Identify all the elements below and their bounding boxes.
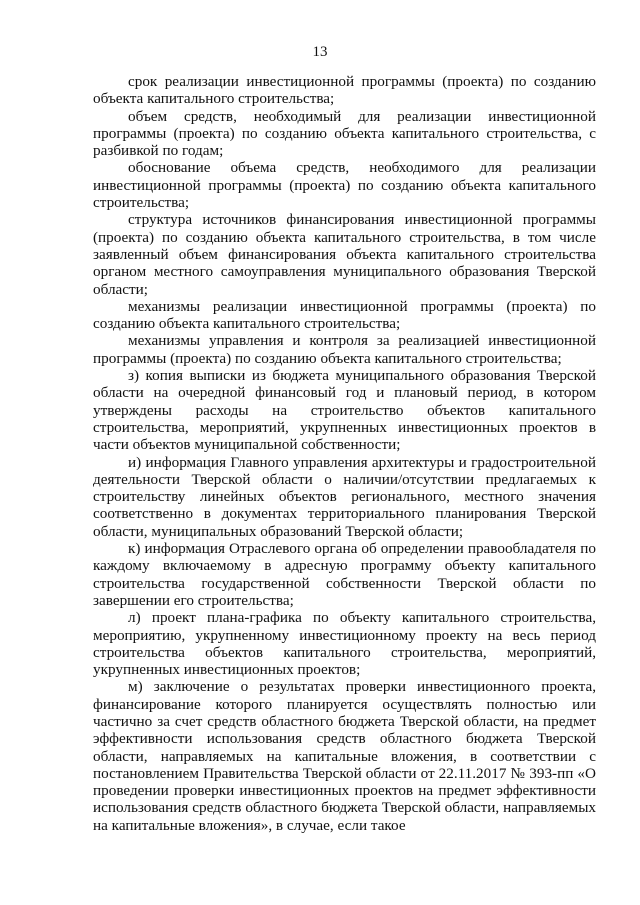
paragraph-item-k: к) информация Отраслевого органа об определении правообладателя по каждому включаемому в адресную программу объекту капитального строительства государственной собственности Тверской области по завершении его строительства; (93, 540, 596, 609)
paragraph-control-mechanisms: механизмы управления и контроля за реализацией инвестиционной программы (проекта) по созданию объекта капитального строительства; (93, 332, 596, 367)
document-body (93, 73, 596, 834)
paragraph-item-i: и) информация Главного управления архитектуры и градостроительной деятельности Тверской области о наличии/отсутствии предлагаемых к строительству линейных объектов регионального, местного значения соответственно в документах территориального планирования Тверской области, муниципальных образований Тверской области; (93, 453, 596, 540)
paragraph-implementation-term: срок реализации инвестиционной программы (проекта) по созданию объекта капитального строительства; (93, 73, 596, 108)
paragraph-funding-structure: структура источников финансирования инвестиционной программы (проекта) по созданию объекта капитального строительства, в том числе заявленный объем финансирования объекта капитального строительства органом местного самоуправления муниципального образования Тверской области; (93, 211, 596, 298)
paragraph-item-l: л) проект плана-графика по объекту капитального строительства, мероприятию, укрупненному инвестиционному проекту на весь период строительства объектов капитального строительства, мероприятий, укрупненных инвестиционных проектов; (93, 609, 596, 679)
paragraph-funding-justification: обоснование объема средств, необходимого для реализации инвестиционной программы (проекта) по созданию объекта капитального строительства; (93, 159, 596, 212)
paragraph-implementation-mechanisms: механизмы реализации инвестиционной программы (проекта) по созданию объекта капитального строительства; (93, 297, 596, 333)
paragraph-funding-volume: объем средств, необходимый для реализации инвестиционной программы (проекта) по созданию объекта капитального строительства, с разбивкой по годам; (93, 107, 596, 160)
paragraph-item-m: м) заключение о результатах проверки инвестиционного проекта, финансирование которого планируется осуществлять полностью или частично за счет средств областного бюджета Тверской области, на предмет эффективности использования средств областного бюджета Тверской области, направляемых на капитальные вложения, в соответствии с постановлением Правительства Тверской области от 22.11.2017 № 393-пп «О проведении проверки инвестиционных проектов на предмет эффективности использования средств областного бюджета Тверской области, направляемых на капитальные вложения», в случае, если такое (93, 678, 596, 834)
paragraph-item-z: з) копия выписки из бюджета муниципального образования Тверской области на очередной финансовый год и плановый период, в котором утверждены расходы на строительство объектов капитального строительства, мероприятий, укрупненных инвестиционных проектов в части объектов муниципальной собственности; (93, 367, 596, 454)
page-number: 13 (312, 44, 328, 60)
